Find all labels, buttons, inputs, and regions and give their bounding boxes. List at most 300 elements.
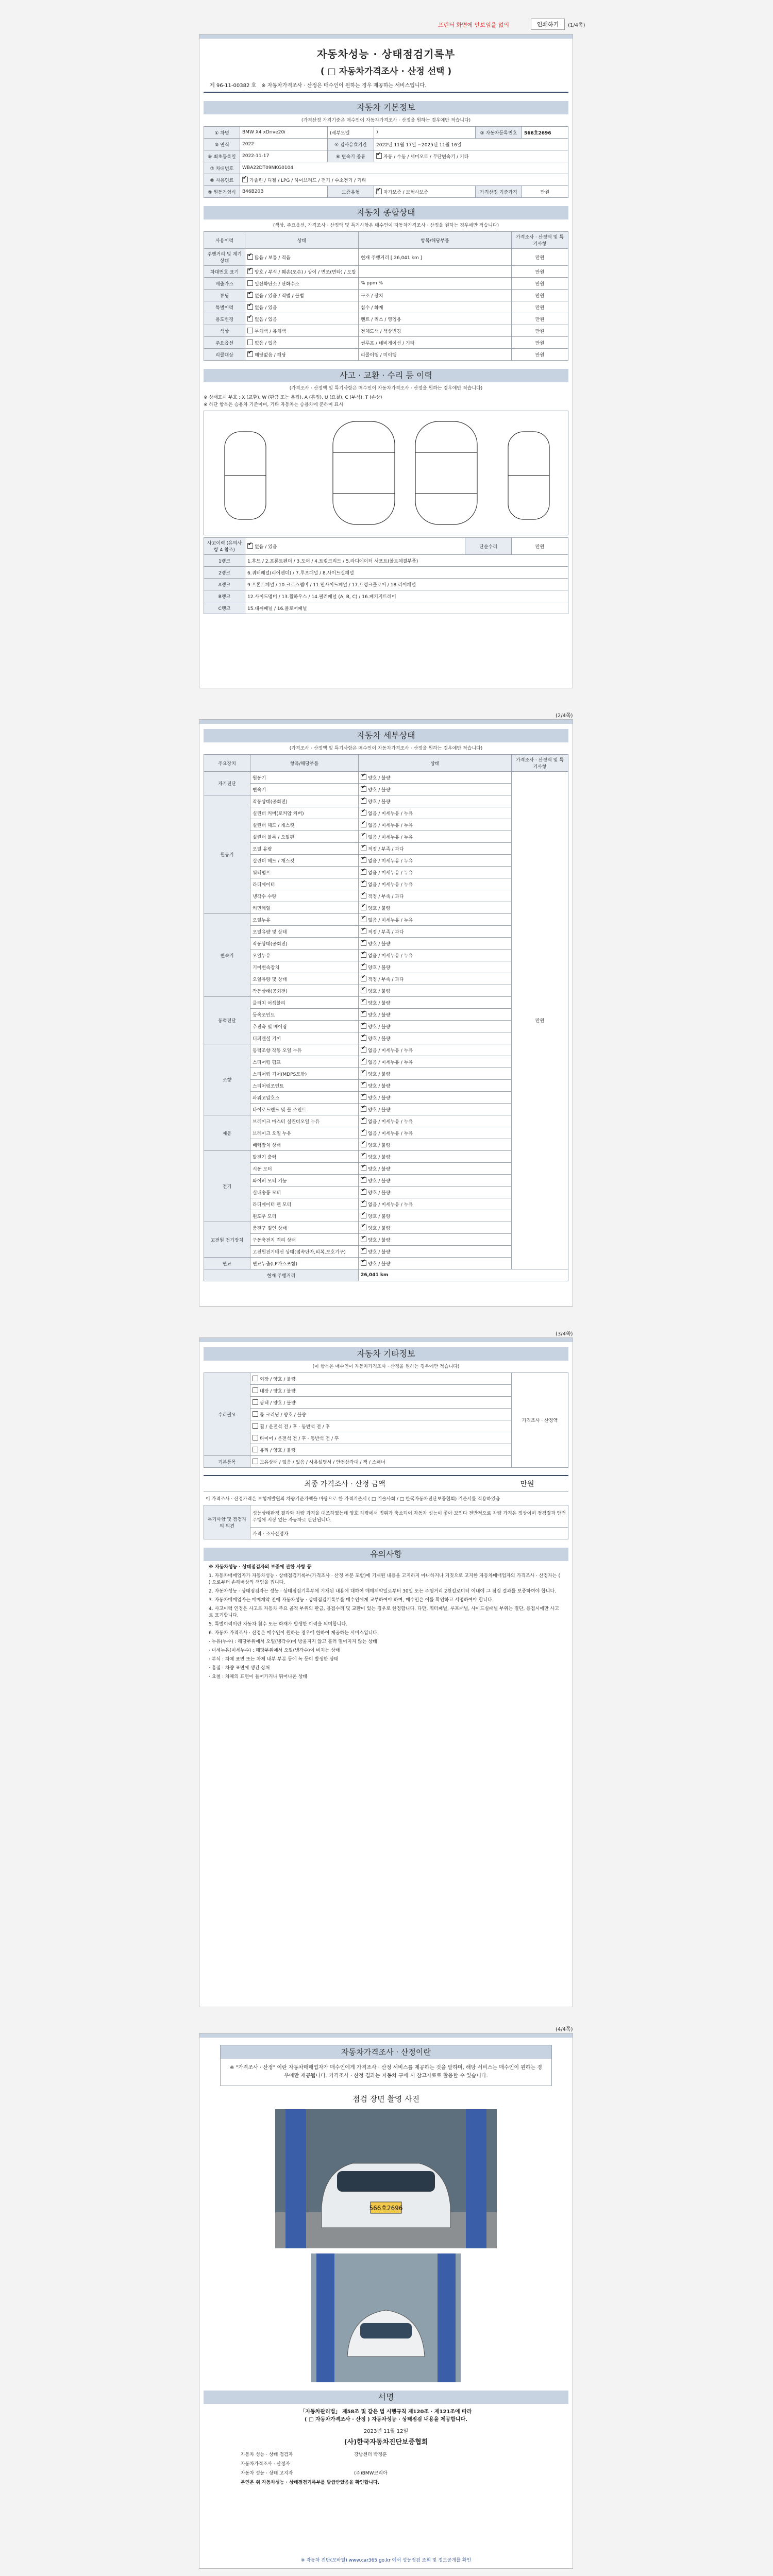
state-checkbox[interactable] xyxy=(247,316,253,321)
plate-value: 566호2696 xyxy=(522,127,568,139)
state-checkbox[interactable] xyxy=(361,1094,366,1100)
state-checkbox[interactable] xyxy=(361,1059,366,1064)
detail-state: 없음 / 미세누유 / 누유 xyxy=(368,811,413,817)
other-info-title: 자동차 기타정보 xyxy=(204,1347,568,1361)
state-checkbox[interactable] xyxy=(361,1082,366,1088)
state-checkbox[interactable] xyxy=(361,1165,366,1171)
detail-item: 워터펌프 xyxy=(250,867,359,878)
final-price-bar xyxy=(204,1475,568,1492)
detail-item: 충전구 절연 상태 xyxy=(250,1222,359,1234)
page-4 xyxy=(199,2033,573,2569)
detail-state: 없음 / 미세누유 / 누유 xyxy=(368,918,413,923)
detail-item: 파워고압호스 xyxy=(250,1092,359,1104)
inspection-photo-rear xyxy=(311,2253,461,2382)
detail-state: 양호 / 불량 xyxy=(368,965,391,971)
row-price: 만원 xyxy=(512,325,568,337)
mileage-label: 현재 주행거리 xyxy=(204,1269,359,1281)
state-checkbox[interactable] xyxy=(361,964,366,970)
state-checkbox[interactable] xyxy=(361,822,366,827)
final-price-value: 만원 xyxy=(520,1480,534,1488)
row-price: 만원 xyxy=(512,290,568,301)
detail-item: 실린더 블록 / 오일팬 xyxy=(250,831,359,843)
table-header xyxy=(204,755,568,772)
top-toolbar xyxy=(0,11,773,32)
sign-date: 2023년 11월 12일 xyxy=(363,2429,409,2434)
detail-item: 작동상태(공회전) xyxy=(250,938,359,950)
detail-item: 변속기 xyxy=(250,784,359,795)
state-checkbox[interactable] xyxy=(253,1411,258,1417)
rank-label: A랭크 xyxy=(204,579,245,590)
table-row xyxy=(204,772,568,784)
sheet-top-bar xyxy=(199,2033,573,2038)
state-checkbox[interactable] xyxy=(247,351,253,357)
state-checkbox[interactable] xyxy=(361,928,366,934)
engine-type-label: ⑨ 원동기형식 xyxy=(204,186,240,198)
rank-parts: 12.사이드멤버 / 13.휠하우스 / 14.필러패널 (A, B, C) / 16.패키지트레이 xyxy=(245,590,568,602)
table-row xyxy=(204,266,568,278)
repair-cell: 외장 / 양호 / 불량 xyxy=(260,1377,296,1382)
detail-state: 양호 / 불량 xyxy=(368,989,391,994)
detail-state: 없음 / 미세누유 / 누유 xyxy=(368,953,413,959)
row-state: 양호 / 부식 / 훼손(오손) / 상이 / 변조(변타) / 도말 xyxy=(255,269,356,275)
detail-note: (가격조사 · 산정액 및 특기사항은 매수인이 자동차가격조사 · 산정을 원하는 경우에만 적습니다) xyxy=(289,746,483,751)
state-checkbox[interactable] xyxy=(361,1201,366,1207)
caution-item: 2. 자동차성능 · 상태점검자는 성능 · 상태점검기록부에 기재된 내용에 대하여 매매계약일로부터 30일 또는 주행거리 2천킬로미터 이내에 그 점검 결과를 보증하여야 합니다. xyxy=(209,1589,557,1594)
row-state: 없음 / 있음 xyxy=(255,341,277,346)
final-price-title: 최종 가격조사 · 산정 금액 xyxy=(304,1480,385,1488)
basic-info-note: (가격산정 가격기준은 매수인이 자동차가격조사 · 산정을 원하는 경우에만 적습니다) xyxy=(301,118,471,123)
basic-items-cell: 보유상태 / 없음 / 있음 / 사용설명서 / 안전삼각대 / 잭 / 스패너 xyxy=(260,1460,385,1465)
detail-item: 타이로드엔드 및 볼 조인트 xyxy=(250,1104,359,1115)
row-price: 만원 xyxy=(512,313,568,325)
detail-state: 양호 / 불량 xyxy=(368,1036,391,1042)
state-checkbox[interactable] xyxy=(361,976,366,981)
detail-state: 양호 / 불량 xyxy=(368,1178,391,1184)
state-checkbox[interactable] xyxy=(253,1376,258,1381)
state-checkbox[interactable] xyxy=(361,1260,366,1266)
row-label: 특별이력 xyxy=(204,301,245,313)
repair-cell: 내장 / 양호 / 불량 xyxy=(260,1388,296,1394)
detail-state: 양호 / 불량 xyxy=(368,1238,391,1243)
detail-item: 오일 유량 xyxy=(250,843,359,855)
detail-state: 양호 / 불량 xyxy=(368,1001,391,1006)
detail-item: 오일누유 xyxy=(250,950,359,961)
detail-state: 없음 / 미세누유 / 누유 xyxy=(368,870,413,876)
price-info-text: ※ "가격조사 · 산정" 이란 자동차매매업자가 매수인에게 가격조사 · 산정 서비스를 제공하는 것을 말하며, 해당 서비스는 매수인이 원하는 경우에만 제공됩니다. 가격조사 · 산정 결과는 자동차 구매 시 참고자료로 활용할 수 있습니다. xyxy=(230,2065,542,2079)
page-1 xyxy=(199,34,573,688)
state-checkbox[interactable] xyxy=(361,1047,366,1053)
caution-item: 5. 특별이력이란 자동차 침수 또는 화재가 발생한 이력을 의미합니다. xyxy=(209,1622,348,1627)
caution-extra: · 미세누유(미세누수) : 해당부위에서 오일(냉각수)이 비치는 상태 xyxy=(209,1648,340,1653)
detail-item: 연료누출(LP가스포함) xyxy=(250,1258,359,1269)
state-checkbox[interactable] xyxy=(361,1213,366,1218)
page-3-indicator: (3/4쪽) xyxy=(556,1331,573,1337)
accident-options: 없음 / 있음 xyxy=(255,544,277,550)
detail-group-label: 연료 xyxy=(204,1258,250,1269)
col-state: 상태 xyxy=(245,232,359,249)
year-value: 2022 xyxy=(240,139,328,150)
accident-title: 사고 · 교환 · 수리 등 이력 xyxy=(204,369,568,382)
price-info-box xyxy=(220,2045,552,2086)
detail-state: 적정 / 부족 / 과다 xyxy=(368,846,404,852)
detail-state: 양호 / 불량 xyxy=(368,799,391,805)
overall-title: 자동차 종합상태 xyxy=(204,206,568,219)
table-row xyxy=(204,162,568,174)
row-label: 차대번호 표기 xyxy=(204,266,245,278)
detail-group-label: 원동기 xyxy=(204,795,250,914)
detail-state: 없음 / 미세누유 / 누유 xyxy=(368,882,413,888)
detail-item: 브레이크 마스터 실린더오일 누유 xyxy=(250,1115,359,1127)
sign-title: 서명 xyxy=(204,2391,568,2404)
caution-item: 6. 자동차 가격조사 · 산정은 매수인이 원하는 경우에 한하여 제공하는 서비스입니다. xyxy=(209,1631,379,1636)
row-price: 만원 xyxy=(512,278,568,290)
detail-item: 실내송풍 모터 xyxy=(250,1187,359,1198)
legend-symbols: ※ 상태표시 부호 : X (교환), W (판금 또는 용접), A (흠집), U (요철), C (부식), T (손상) xyxy=(204,395,382,400)
car-name-value: BMW X4 xDrive20i xyxy=(240,127,328,139)
row-state: 해당없음 / 해당 xyxy=(255,352,286,358)
detail-state: 양호 / 불량 xyxy=(368,1226,391,1231)
table-row xyxy=(204,1269,568,1281)
caution-item: 4. 사고이력 인정은 사고로 자동차 주요 골격 부위의 판금, 용접수리 및 교환이 있는 경우로 한정합니다. 다만, 쿼터패널, 루프패널, 사이드실패널 부위는 절단, 용접시에만 사고로 표기합니다. xyxy=(209,1606,559,1618)
detail-item: 동력조향 작동 오일 누유 xyxy=(250,1044,359,1056)
vin-value: WBA22DT09NKG0104 xyxy=(240,162,568,174)
col-state: 상태 xyxy=(359,755,512,772)
sign-row xyxy=(241,2469,531,2478)
detail-item: 시동 모터 xyxy=(250,1163,359,1175)
row-state: 없음 / 있음 / 적법 / 불법 xyxy=(255,293,304,299)
state-checkbox[interactable] xyxy=(361,940,366,946)
accident-table xyxy=(204,537,568,614)
caution-head: ※ 자동차성능 · 상태점검자의 보증에 관한 사항 등 xyxy=(209,1565,312,1570)
table-row xyxy=(204,602,568,614)
detail-item: 작동상태(공회전) xyxy=(250,795,359,807)
row-label: 주행거리 및 계기상태 xyxy=(204,249,245,266)
table-row xyxy=(204,186,568,198)
page-2 xyxy=(199,719,573,1307)
repair-group-label: 수리필요 xyxy=(204,1373,250,1456)
other-info-table xyxy=(204,1372,568,1468)
detail-item: 스티어링 기어(MDPS포함) xyxy=(250,1068,359,1080)
inspection-period-label: ④ 검사유효기간 xyxy=(328,139,374,150)
detail-state: 적정 / 부족 / 과다 xyxy=(368,929,404,935)
row-item: 현재 주행거리 [ 26,041 km ] xyxy=(359,249,512,266)
table-row xyxy=(204,1528,568,1539)
state-checkbox[interactable] xyxy=(361,881,366,887)
year-label: ③ 연식 xyxy=(204,139,240,150)
table-row xyxy=(204,139,568,150)
detail-item: 실린더 커버(로커암 커버) xyxy=(250,807,359,819)
table-row xyxy=(204,1505,568,1528)
caution-extra: · 흠집 : 차량 표면에 생긴 상처 xyxy=(209,1666,270,1671)
sign-row-label: 자동차 성능 · 상태 점검자 xyxy=(241,2452,293,2458)
car-name-label: ① 차명 xyxy=(204,127,240,139)
state-checkbox[interactable] xyxy=(247,292,253,298)
row-price: 만원 xyxy=(512,266,568,278)
detail-state: 양호 / 불량 xyxy=(368,787,391,793)
state-checkbox[interactable] xyxy=(361,952,366,958)
accident-note: (가격조사 · 산정액 및 특기사항은 매수인이 자동차가격조사 · 산정을 원하는 경우에만 적습니다) xyxy=(289,386,483,391)
table-row xyxy=(204,579,568,590)
rank-label: 2랭크 xyxy=(204,567,245,579)
car-outline-icon xyxy=(204,411,569,535)
state-checkbox[interactable] xyxy=(361,1225,366,1230)
table-row xyxy=(204,174,568,186)
state-checkbox[interactable] xyxy=(361,1118,366,1124)
page-3 xyxy=(199,1337,573,2007)
plate-label: ② 자동차등록번호 xyxy=(476,127,522,139)
detail-group-label: 자기진단 xyxy=(204,772,250,795)
document-title: 자동차성능 · 상태점검기록부 xyxy=(316,48,456,60)
page-4-indicator: (4/4쪽) xyxy=(556,2027,573,2032)
table-row xyxy=(204,150,568,162)
other-info-note: (이 항목은 매수인이 자동차가격조사 · 산정을 원하는 경우에만 적습니다) xyxy=(312,1364,460,1369)
basic-items-label: 기본품목 xyxy=(204,1456,250,1468)
state-checkbox[interactable] xyxy=(361,810,366,816)
fuel-gasoline-checkbox[interactable] xyxy=(242,177,248,182)
state-checkbox[interactable] xyxy=(361,869,366,875)
rank-parts: 9.프론트패널 / 10.크로스멤버 / 11.인사이드패널 / 17.트렁크플로어 / 18.리어패널 xyxy=(245,579,568,590)
inspection-photo-front xyxy=(275,2109,497,2248)
state-checkbox[interactable] xyxy=(247,328,253,333)
state-checkbox[interactable] xyxy=(253,1423,258,1429)
inspection-period-value: 2022년 11월 17일 ~2025년 11월 16일 xyxy=(374,139,568,150)
detail-item: 구동축전지 격리 상태 xyxy=(250,1234,359,1246)
base-price-value: 만원 xyxy=(522,186,568,198)
detail-item: 오일누유 xyxy=(250,914,359,926)
sign-law-2: ( □ 자동차가격조사 · 산정 ) 자동차성능 · 상태점검 내용을 제공합니다. xyxy=(305,2417,467,2422)
state-checkbox[interactable] xyxy=(361,1106,366,1112)
simple-repair-label: 단순수리 xyxy=(465,538,512,555)
state-checkbox[interactable] xyxy=(253,1447,258,1452)
state-checkbox[interactable] xyxy=(253,1399,258,1405)
state-checkbox[interactable] xyxy=(247,254,253,260)
other-price-col: 가격조사 · 산정액 xyxy=(512,1373,568,1468)
detail-state: 양호 / 불량 xyxy=(368,1072,391,1077)
page-2-indicator: (2/4쪽) xyxy=(556,713,573,719)
table-row xyxy=(204,249,568,266)
detail-item: 원동기 xyxy=(250,772,359,784)
detail-item: 작동상태(공회전) xyxy=(250,985,359,997)
col-use: 사용이력 xyxy=(204,232,245,249)
state-checkbox[interactable] xyxy=(361,1130,366,1136)
table-row xyxy=(204,278,568,290)
detail-state: 없음 / 미세누유 / 누유 xyxy=(368,1060,413,1065)
document-subtitle: ( □ 자동차가격조사 · 산정 선택 ) xyxy=(320,66,452,77)
sign-row-label: 본인은 위 자동차성능 · 상태점검기록부를 발급받았음을 확인합니다. xyxy=(241,2480,380,2485)
row-item: 렌트 / 리스 / 영업용 xyxy=(359,313,512,325)
caution-item: 3. 자동차매매업자는 매매계약 전에 자동차성능 · 상태점검기록부를 매수인에게 교부하여야 하며, 매수인은 이를 확인하고 서명하여야 합니다. xyxy=(209,1598,494,1603)
basic-info-table xyxy=(204,126,568,198)
detail-state: 양호 / 불량 xyxy=(368,1155,391,1160)
detail-model-label: (세부모델 xyxy=(328,127,374,139)
repair-cell: 룸 크리닝 / 양호 / 불량 xyxy=(260,1412,306,1418)
state-checkbox[interactable] xyxy=(247,340,253,345)
warranty-label: 보증유형 xyxy=(328,186,374,198)
state-checkbox[interactable] xyxy=(361,1177,366,1183)
row-item: 침수 / 화재 xyxy=(359,301,512,313)
rank-parts: 15.대쉬패널 / 16.플로어패널 xyxy=(245,602,568,614)
detail-table xyxy=(204,754,568,1281)
detail-state: 없음 / 미세누유 / 누유 xyxy=(368,823,413,828)
fuel-options: 가솔린 / 디젤 / LPG / 하이브리드 / 전기 / 수소전기 / 기타 xyxy=(249,178,366,183)
car-front-photo-icon xyxy=(275,2109,497,2248)
opinion-label: 특기사항 및 점검자의 의견 xyxy=(204,1505,250,1539)
caution-extra: · 부식 : 차체 표면 또는 차체 내부 부분 등에 녹 등이 발생한 상태 xyxy=(209,1657,339,1662)
state-checkbox[interactable] xyxy=(253,1459,258,1464)
print-notice: 프린터 화면에 안보임을 없의 xyxy=(438,22,510,28)
state-checkbox[interactable] xyxy=(361,834,366,839)
state-checkbox[interactable] xyxy=(247,304,253,310)
sign-rows xyxy=(241,2450,531,2487)
detail-item: 스티어링 펌프 xyxy=(250,1056,359,1068)
sign-row-label: 자동차가격조사 · 산정자 xyxy=(241,2462,290,2467)
detail-state: 양호 / 불량 xyxy=(368,1214,391,1219)
repair-cell: 타이어 / 운전석 전 / 후 · 동반석 전 / 후 xyxy=(260,1436,339,1442)
repair-cell: 광택 / 양호 / 불량 xyxy=(260,1400,296,1406)
state-checkbox[interactable] xyxy=(361,893,366,899)
detail-state: 양호 / 불량 xyxy=(368,1249,391,1255)
caution-item: 1. 자동차매매업자가 자동차성능 · 상태점검기록부(가격조사 · 산정 부분 포함)에 기재된 내용을 고지하지 아니하거나 거짓으로 고지한 자동차매매업자의 가격조사 · 산정자는 ( ) 으로부터 손해배상의 책임을 집니다. xyxy=(209,1573,560,1585)
opinion-sub: 가격 · 조사산정자 xyxy=(250,1528,568,1539)
state-checkbox[interactable] xyxy=(361,774,366,780)
state-checkbox[interactable] xyxy=(253,1387,258,1393)
col-main: 주요장치 xyxy=(204,755,250,772)
vin-label: ⑦ 차대번호 xyxy=(204,162,240,174)
detail-item: 냉각수 수량 xyxy=(250,890,359,902)
overall-note: (색상, 주요옵션, 가격조사 · 산정액 및 특기사항은 매수인이 자동차가격조사 · 산정을 원하는 경우에만 적습니다) xyxy=(273,223,499,228)
state-checkbox[interactable] xyxy=(361,917,366,922)
detail-title: 자동차 세부상태 xyxy=(204,729,568,742)
detail-state: 양호 / 불량 xyxy=(368,775,391,781)
detail-item: 윈도우 모터 xyxy=(250,1210,359,1222)
detail-state: 양호 / 불량 xyxy=(368,1166,391,1172)
rank-parts: 6.쿼터패널(리어펜더) / 7.루프패널 / 8.사이드실패널 xyxy=(245,567,568,579)
transmission-auto-checkbox[interactable] xyxy=(376,153,382,159)
detail-state: 양호 / 불량 xyxy=(368,1012,391,1018)
row-item: 리콜이행 / 미이행 xyxy=(359,349,512,361)
sign-law: 「자동차관리법」 제58조 및 같은 법 시행규칙 제120조 · 제121조에 따라 xyxy=(300,2409,472,2415)
state-checkbox[interactable] xyxy=(361,999,366,1005)
detail-state: 양호 / 불량 xyxy=(368,1190,391,1196)
sign-row xyxy=(241,2450,531,2460)
accident-history-label: 사고이력 (유의사항 4 참조) xyxy=(204,538,245,555)
detail-item: 디퍼렌셜 기어 xyxy=(250,1032,359,1044)
state-checkbox[interactable] xyxy=(361,905,366,910)
table-header xyxy=(204,232,568,249)
form-number: 제 96-11-00382 호 xyxy=(210,83,257,89)
detail-state: 양호 / 불량 xyxy=(368,906,391,911)
state-checkbox[interactable] xyxy=(361,1023,366,1029)
photo-title: 점검 장면 촬영 사진 xyxy=(352,2094,420,2104)
price-info-title: 자동차가격조사 · 산정이란 xyxy=(221,2045,551,2059)
accident-legend xyxy=(204,394,568,409)
basic-info-title: 자동차 기본정보 xyxy=(204,101,568,114)
col-item: 항목/해당부품 xyxy=(359,232,512,249)
detail-group-label: 변속기 xyxy=(204,914,250,997)
state-checkbox[interactable] xyxy=(361,1071,366,1076)
accident-price: 만원 xyxy=(512,538,568,555)
repair-cell: 휠 / 운전석 전 / 후 · 동반석 전 / 후 xyxy=(260,1424,330,1430)
state-checkbox[interactable] xyxy=(361,1011,366,1017)
state-checkbox[interactable] xyxy=(247,268,253,274)
row-state: 없음 / 있음 xyxy=(255,317,277,323)
state-checkbox[interactable] xyxy=(361,786,366,792)
opinion-text: 성능상태판정 결과와 차량 가격을 대조하였는데 양호 차량에서 범위가 축소되어 자동차 성능이 좋아 보인다 전반적으로 차량 가격은 정상이며 점검결과 안전 주행에 지장 없는 자동차로 판단됩니다. xyxy=(250,1505,568,1528)
detail-item: 실린더 헤드 / 개스킷 xyxy=(250,855,359,867)
detail-item: 오일유량 및 상태 xyxy=(250,973,359,985)
row-item: 전체도색 / 색상변경 xyxy=(359,325,512,337)
table-row xyxy=(204,590,568,602)
detail-item: 실린더 헤드 / 개스킷 xyxy=(250,819,359,831)
detail-price: 만원 xyxy=(512,772,568,1269)
detail-item: 와이퍼 모터 기능 xyxy=(250,1175,359,1187)
caution-title: 유의사항 xyxy=(204,1548,568,1561)
detail-state: 적정 / 부족 / 과다 xyxy=(368,977,404,982)
row-item xyxy=(359,266,512,278)
caution-extra: · 누유(누수) : 해당부위에서 오일(냉각수)이 방울지지 않고 흘러 떨어지지 않는 상태 xyxy=(209,1639,377,1645)
detail-state: 없음 / 미세누유 / 누유 xyxy=(368,835,413,840)
row-price: 만원 xyxy=(512,349,568,361)
state-checkbox[interactable] xyxy=(361,798,366,804)
detail-state: 적정 / 부족 / 과다 xyxy=(368,894,404,900)
state-checkbox[interactable] xyxy=(361,1236,366,1242)
overall-table xyxy=(204,231,568,361)
row-item: 구조 / 장치 xyxy=(359,290,512,301)
detail-item: 스티어링조인트 xyxy=(250,1080,359,1092)
car-rear-photo-icon xyxy=(311,2253,461,2382)
sheet-top-bar xyxy=(199,1338,573,1342)
caution-extra: · 요철 : 차체의 표면이 들어가거나 튀어나온 상태 xyxy=(209,1674,308,1680)
state-checkbox[interactable] xyxy=(247,280,253,286)
state-checkbox[interactable] xyxy=(361,1035,366,1041)
opinion-table xyxy=(204,1505,568,1539)
state-checkbox[interactable] xyxy=(253,1435,258,1440)
state-checkbox[interactable] xyxy=(361,845,366,851)
state-checkbox[interactable] xyxy=(361,1189,366,1195)
state-checkbox[interactable] xyxy=(361,1248,366,1254)
first-reg-value: 2022-11-17 xyxy=(240,150,328,162)
detail-group-label: 조향 xyxy=(204,1044,250,1115)
warranty-self-checkbox[interactable] xyxy=(376,189,382,194)
state-checkbox[interactable] xyxy=(361,988,366,993)
state-checkbox[interactable] xyxy=(361,1142,366,1147)
accident-none-checkbox[interactable] xyxy=(247,543,253,549)
row-label: 배출가스 xyxy=(204,278,245,290)
row-label: 색상 xyxy=(204,325,245,337)
table-row xyxy=(204,325,568,337)
detail-state: 양호 / 불량 xyxy=(368,1107,391,1113)
detail-group-label: 전기 xyxy=(204,1151,250,1222)
row-state: 많음 / 보통 / 적음 xyxy=(255,255,291,261)
row-label: 리콜대상 xyxy=(204,349,245,361)
detail-state: 양호 / 불량 xyxy=(368,1083,391,1089)
state-checkbox[interactable] xyxy=(361,1154,366,1159)
col-price: 가격조사 · 산정액 및 특기사항 xyxy=(512,755,568,772)
row-state: 무채색 / 유채색 xyxy=(255,329,286,334)
table-row xyxy=(204,555,568,567)
detail-state: 양호 / 불량 xyxy=(368,1095,391,1101)
detail-group-label: 제동 xyxy=(204,1115,250,1151)
detail-state: 양호 / 불량 xyxy=(368,1261,391,1267)
row-item: % ppm % xyxy=(359,278,512,290)
table-row xyxy=(204,337,568,349)
detail-group-label: 고전원 전기장치 xyxy=(204,1222,250,1258)
state-checkbox[interactable] xyxy=(361,857,366,863)
sign-row-value: (주)BMW코리아 xyxy=(354,2471,388,2476)
footer-note: ※ 자동차 진단(모바일) www.car365.go.kr 에서 성능점검 조회 및 정보공개를 확인 xyxy=(300,2558,472,2563)
print-button[interactable]: 인쇄하기 xyxy=(531,19,565,30)
rank-parts: 1.후드 / 2.프론트펜더 / 3.도어 / 4.트렁크리드 / 5.라디에이터 서포트(볼트체결부품) xyxy=(245,555,568,567)
